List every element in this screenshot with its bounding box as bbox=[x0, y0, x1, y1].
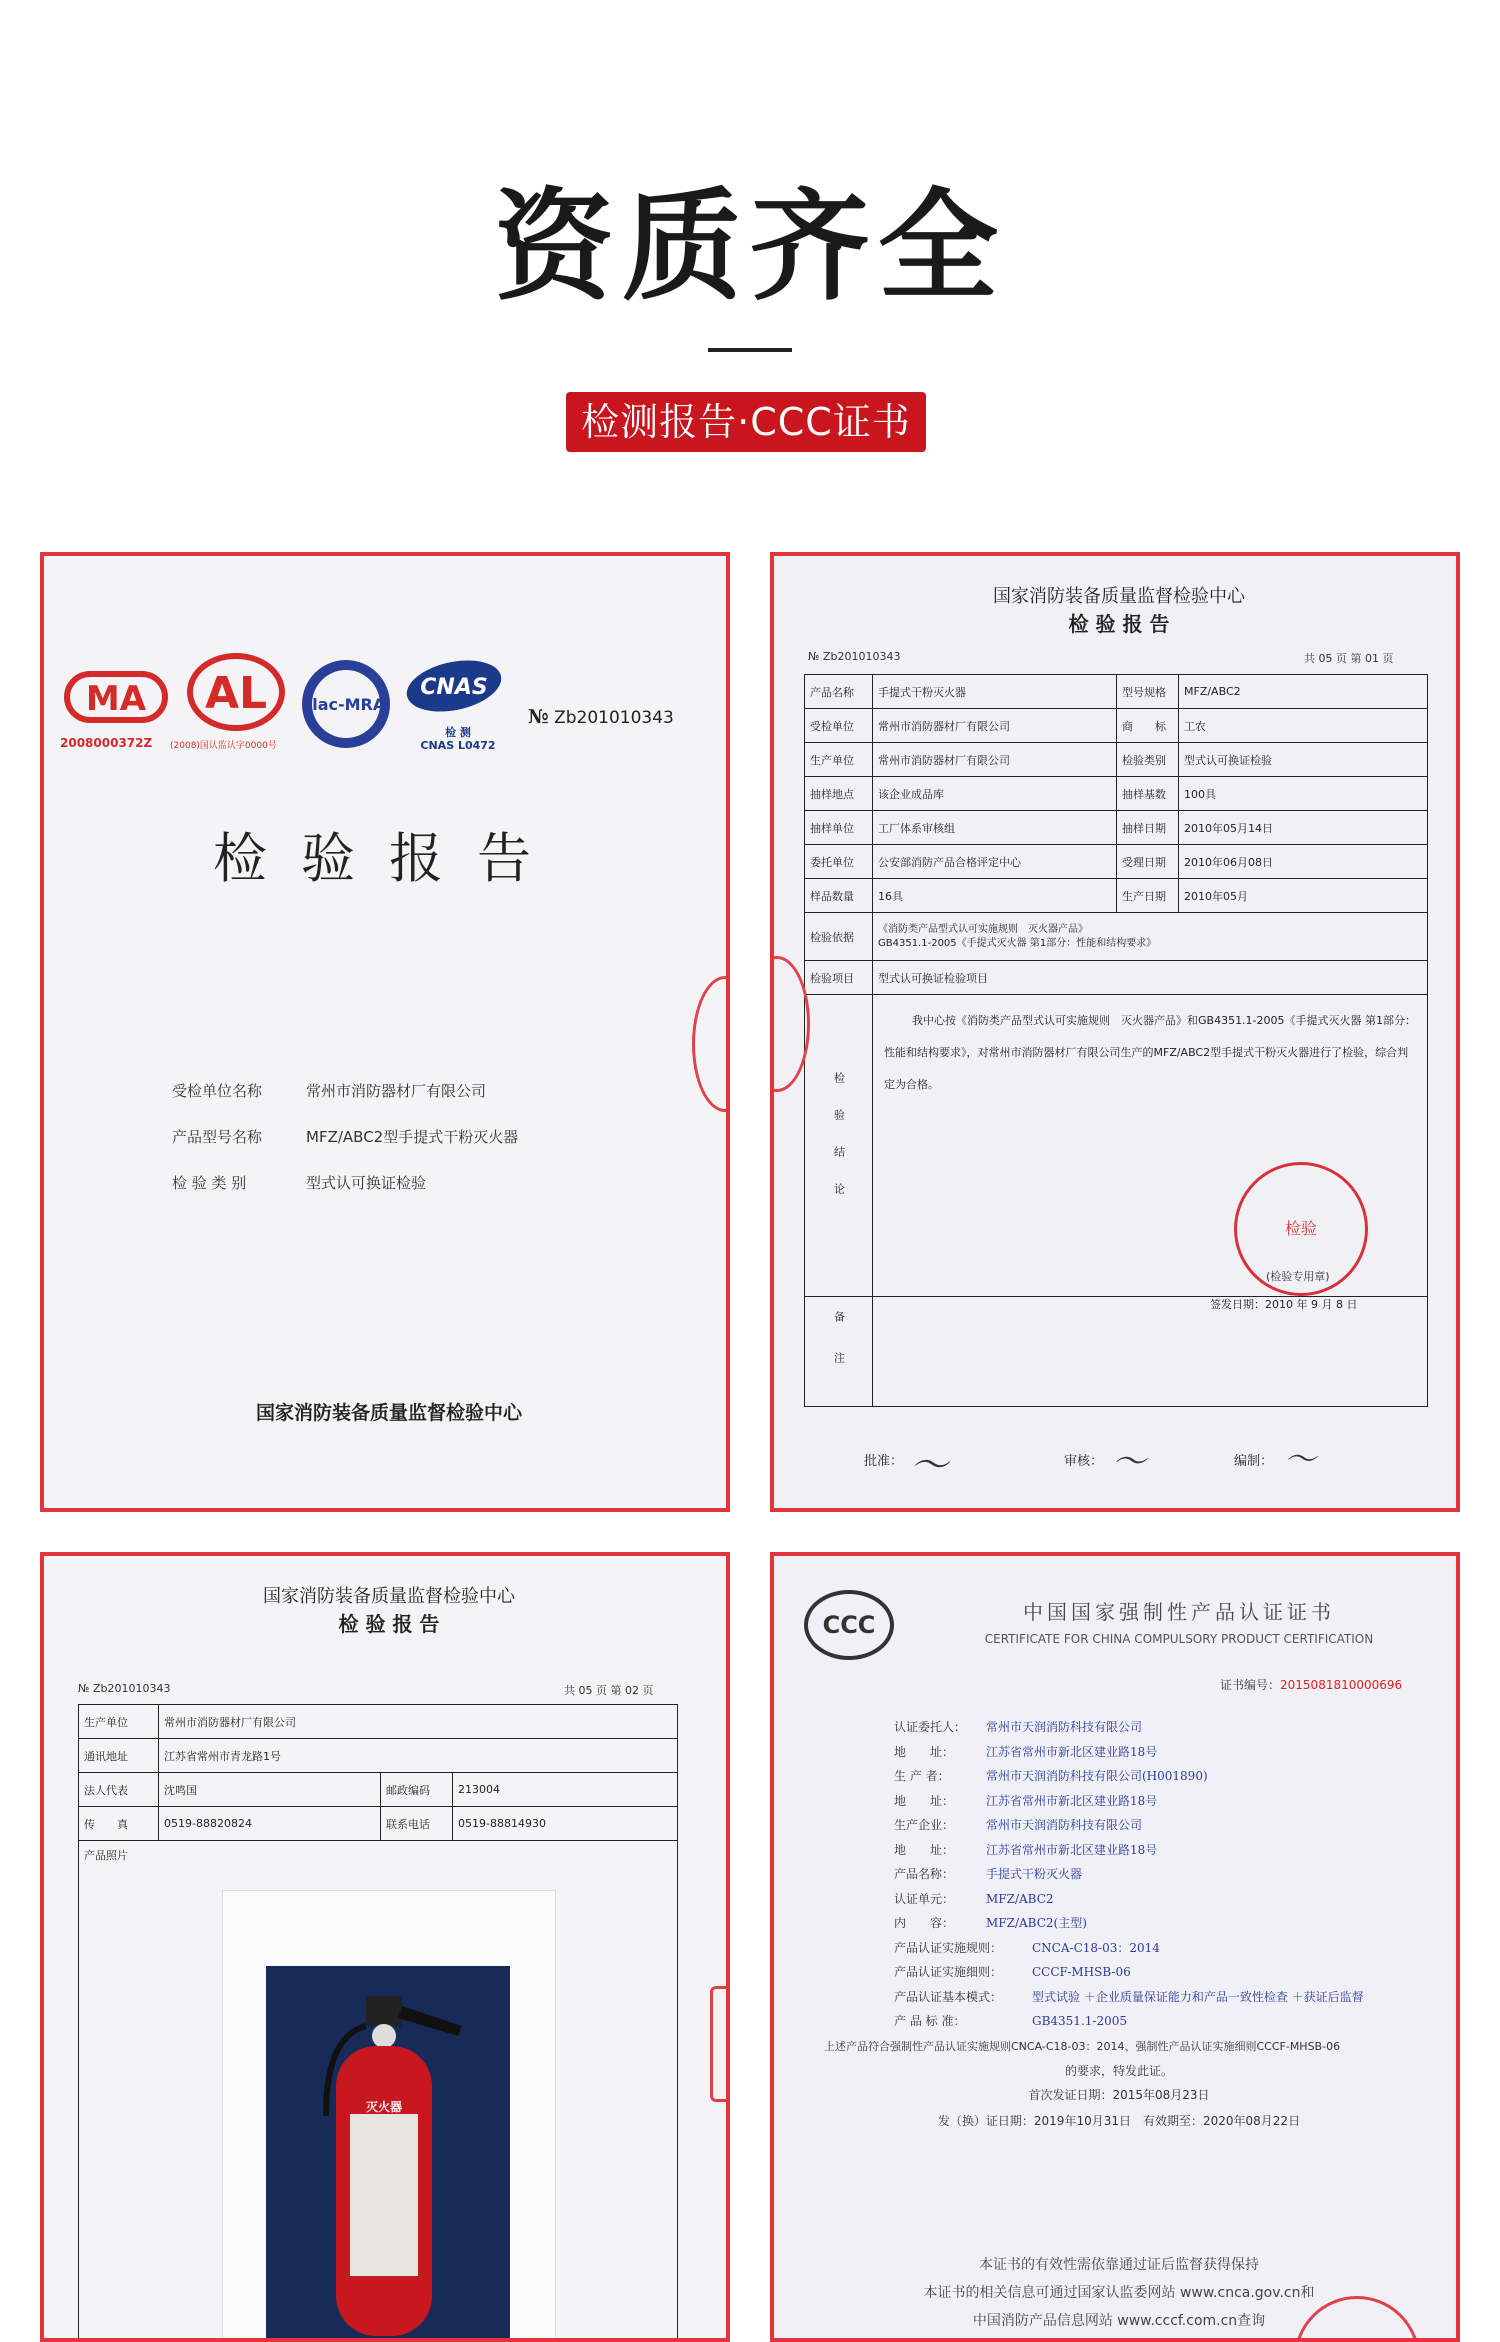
page1-pageinfo: 共 05 页 第 01 页 bbox=[1304, 650, 1393, 666]
cert-line: 生 产 者： 常州市天润消防科技有限公司(H001890) bbox=[894, 1767, 1208, 1784]
approve-signature: 〜 bbox=[910, 1434, 948, 1489]
cert-line: 认证单元： MFZ/ABC2 bbox=[894, 1890, 1054, 1907]
page2-pageinfo: 共 05 页 第 02 页 bbox=[564, 1682, 653, 1698]
page2-title: 检 验 报 告 bbox=[44, 1608, 730, 1637]
cma-logo-icon bbox=[64, 668, 168, 726]
table-row: 通讯地址 江苏省常州市青龙路1号 bbox=[79, 1739, 678, 1773]
table-row: 生产单位 常州市消防器材厂有限公司 bbox=[79, 1705, 678, 1739]
fire-extinguisher-icon bbox=[266, 1966, 510, 2342]
report-cover-card[interactable] bbox=[40, 552, 730, 1512]
cert-line: 认证委托人： 常州市天润消防科技有限公司 bbox=[894, 1718, 1142, 1735]
cnas-logo-icon bbox=[402, 654, 506, 718]
report-page1-card[interactable] bbox=[770, 552, 1460, 1512]
cover-footer-org: 国家消防装备质量监督检验中心 bbox=[44, 1398, 730, 1425]
ccc-cert-number: 证书编号：2015081810000696 bbox=[1220, 1676, 1402, 1693]
report-title: 检验报告 bbox=[44, 816, 730, 893]
cma-code-sub: (2008)国认监认字0000号 bbox=[170, 738, 277, 751]
table-row: 法人代表 沈鸣国 邮政编码 213004 bbox=[79, 1773, 678, 1807]
table-row: 检验项目 型式认可换证检验项目 bbox=[805, 961, 1428, 995]
table-row: 生产单位 常州市消防器材厂有限公司 检验类别 型式认可换证检验 bbox=[805, 743, 1428, 777]
ccc-footer2: 本证书的相关信息可通过国家认监委网站 www.cnca.gov.cn和 bbox=[774, 2282, 1460, 2302]
svg-text:CNAS: CNAS bbox=[420, 675, 487, 700]
table-row: 产品照片 bbox=[79, 1841, 678, 2342]
table-row: 受检单位 常州市消防器材厂有限公司 商 标 工农 bbox=[805, 709, 1428, 743]
svg-text:MA: MA bbox=[86, 679, 147, 719]
report-page2-card[interactable] bbox=[40, 1552, 730, 2342]
ilac-mra-logo-icon bbox=[298, 658, 394, 750]
ccc-statement2: 的要求，特发此证。 bbox=[774, 2062, 1460, 2079]
ccc-footer3: 中国消防产品信息网站 www.cccf.com.cn查询 bbox=[774, 2310, 1460, 2330]
page1-org: 国家消防装备质量监督检验中心 bbox=[774, 582, 1460, 608]
review-label: 审核： bbox=[1064, 1450, 1103, 1469]
cnas-code: 检 测 CNAS L0472 bbox=[406, 726, 510, 752]
table-row: 样品数量 16具 生产日期 2010年05月 bbox=[805, 879, 1428, 913]
ccc-logo-icon: CCC bbox=[804, 1590, 894, 1660]
review-signature: 〜 bbox=[1112, 1434, 1146, 1483]
table-row: 产品名称 手提式干粉灭火器 型号规格 MFZ/ABC2 bbox=[805, 675, 1428, 709]
page2-org: 国家消防装备质量监督检验中心 bbox=[44, 1582, 730, 1608]
issue-date: 签发日期：2010 年 9 月 8 日 bbox=[1210, 1296, 1357, 1312]
author-signature: 〜 bbox=[1284, 1434, 1316, 1480]
author-label: 编制： bbox=[1234, 1450, 1273, 1469]
table-row: 检验依据 《消防类产品型式认可实施规则 灭火器产品》 GB4351.1-2005《手提式灭火器 第1部分：性能和结构要求》 bbox=[805, 913, 1428, 961]
ccc-statement1: 上述产品符合强制性产品认证实施规则CNCA-C18-03：2014、强制性产品认证实施细则CCCF-MHSB-06 bbox=[824, 2038, 1454, 2054]
svg-text:ilac-MRA: ilac-MRA bbox=[307, 695, 386, 714]
stamp-caption: (检验专用章) bbox=[1266, 1268, 1330, 1284]
table-row: 传 真 0519-88820824 联系电话 0519-88814930 bbox=[79, 1807, 678, 1841]
title-divider bbox=[708, 348, 792, 352]
cma-code: 2008000372Z bbox=[60, 736, 152, 750]
table-row: 备注 bbox=[805, 1297, 1428, 1407]
page1-title: 检 验 报 告 bbox=[774, 608, 1460, 637]
cert-line: 内 容： MFZ/ABC2(主型) bbox=[894, 1914, 1087, 1931]
product-photo bbox=[266, 1966, 510, 2342]
ccc-footer1: 本证书的有效性需依靠通过证后监督获得保持 bbox=[774, 2254, 1460, 2274]
ccc-title: 中国国家强制性产品认证证书 bbox=[894, 1596, 1460, 1625]
table-row: 抽样地点 该企业成品库 抽样基数 100具 bbox=[805, 777, 1428, 811]
cert-line: 产品认证实施规则： CNCA-C18-03：2014 bbox=[894, 1939, 1160, 1956]
page2-number: № Zb201010343 bbox=[78, 1682, 170, 1695]
ccc-reissue: 发（换）证日期：2019年10月31日 有效期至：2020年08月22日 bbox=[774, 2112, 1460, 2129]
cert-line: 地 址： 江苏省常州市新北区建业路18号 bbox=[894, 1743, 1157, 1760]
cover-field-inspected-unit: 受检单位名称 常州市消防器材厂有限公司 bbox=[172, 1080, 486, 1101]
extinguisher-label: 灭火器 bbox=[362, 2098, 406, 2115]
conclusion-text: 我中心按《消防类产品型式认可实施规则 灭火器产品》和GB4351.1-2005《手提式灭火器 第1部分：性能和结构要求》，对常州市消防器材厂有限公司生产的MFZ/ABC2型手提式干粉灭火器进行了检验，综合判定为合格。 bbox=[878, 995, 1422, 1101]
cert-line: 产品认证基本模式： 型式试验 ＋企业质量保证能力和产品一致性检查 ＋获证后监督 bbox=[894, 1988, 1364, 2005]
cert-line: 产品名称： 手提式干粉灭火器 bbox=[894, 1865, 1082, 1882]
report-number: № Zb201010343 bbox=[528, 706, 674, 728]
ccc-first-issue: 首次发证日期：2015年08月23日 bbox=[774, 2086, 1460, 2103]
page-title: 资质齐全 bbox=[0, 178, 1500, 318]
ccc-certificate-card[interactable] bbox=[770, 1552, 1460, 2342]
table-row: 检验结论 我中心按《消防类产品型式认可实施规则 灭火器产品》和GB4351.1-2005《手提式灭火器 第1部分：性能和结构要求》，对常州市消防器材厂有限公司生产的MFZ/ABC2型手提式干粉灭火器进行了检验，综合判定为合格。 bbox=[805, 995, 1428, 1297]
page1-number: № Zb201010343 bbox=[808, 650, 900, 663]
cover-field-product-model: 产品型号名称 MFZ/ABC2型手提式干粉灭火器 bbox=[172, 1126, 518, 1147]
cert-line: 产 品 标 准： GB4351.1-2005 bbox=[894, 2012, 1127, 2029]
table-row: 委托单位 公安部消防产品合格评定中心 受理日期 2010年06月08日 bbox=[805, 845, 1428, 879]
inspection-stamp-icon: 检验 bbox=[1234, 1162, 1368, 1296]
svg-text:AL: AL bbox=[205, 668, 267, 719]
ccc-seal-icon bbox=[1294, 2296, 1420, 2342]
table-row: 抽样单位 工厂体系审核组 抽样日期 2010年05月14日 bbox=[805, 811, 1428, 845]
cert-line: 地 址： 江苏省常州市新北区建业路18号 bbox=[894, 1841, 1157, 1858]
ccc-subtitle: CERTIFICATE FOR CHINA COMPULSORY PRODUCT CERTIFICATION bbox=[894, 1632, 1460, 1646]
cert-line: 地 址： 江苏省常州市新北区建业路18号 bbox=[894, 1792, 1157, 1809]
cert-line: 产品认证实施细则： CCCF-MHSB-06 bbox=[894, 1963, 1131, 1980]
cover-field-category: 检 验 类 别 型式认可换证检验 bbox=[172, 1172, 426, 1193]
edge-stamp-icon bbox=[710, 1986, 730, 2102]
edge-stamp-icon bbox=[692, 976, 730, 1112]
approve-label: 批准： bbox=[864, 1450, 903, 1469]
cert-line: 生产企业： 常州市天润消防科技有限公司 bbox=[894, 1816, 1142, 1833]
cal-logo-icon bbox=[186, 652, 286, 732]
section-badge: 检测报告·CCC证书 bbox=[566, 392, 926, 452]
